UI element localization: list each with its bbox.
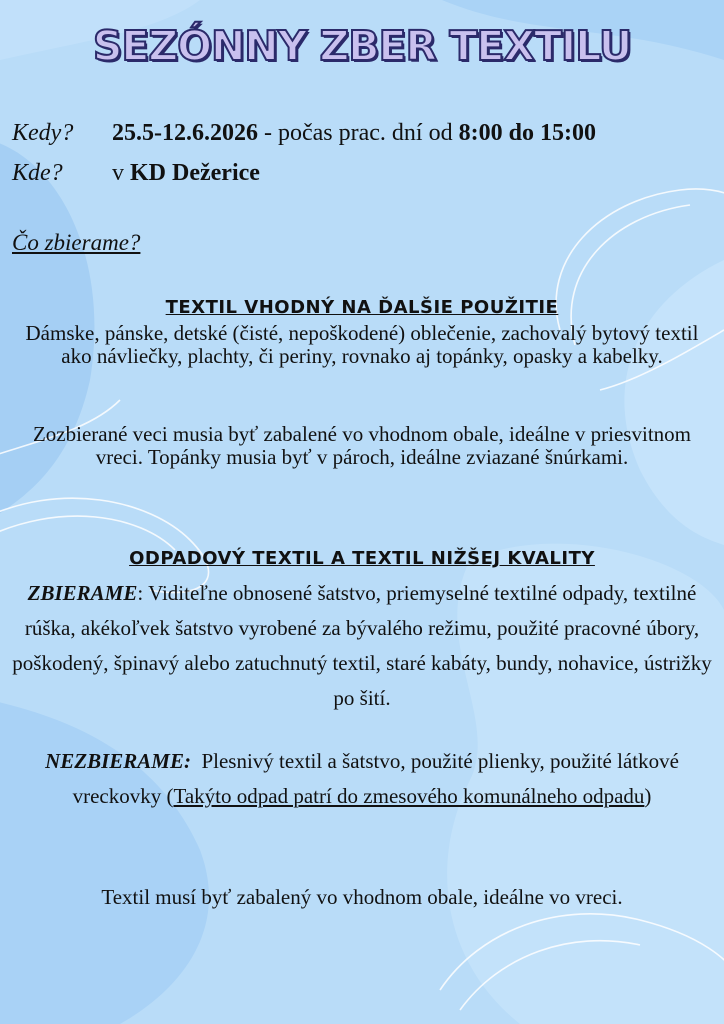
not-collect-label: NEZBIERAME: (45, 749, 191, 773)
where-label: Kde? (12, 160, 63, 186)
not-collect-text: Plesnivý textil a šatstvo, použité plienky, použité látkové vreckovky ( (72, 749, 685, 808)
where-prefix: v (112, 160, 130, 186)
footer-note: Textil musí byť zabalený vo vhodnom obale, ideálne vo vreci. (101, 885, 623, 909)
section1-text: Dámske, pánske, detské (čisté, nepoškodené) oblečenie, zachovalý bytový textil ako návliečky, plachty, či periny, rovnako aj topánky, opasky a kabelky. (25, 321, 699, 368)
section2-heading: ODPADOVÝ TEXTIL A TEXTIL NIŽŠEJ KVALITY (129, 548, 595, 569)
when-row (12, 118, 596, 148)
when-dates: 25.5-12.6.2026 (112, 120, 258, 146)
when-hours: 8:00 do 15:00 (458, 120, 596, 146)
not-collect-close: ) (644, 784, 652, 808)
not-collect-note: Takýto odpad patrí do zmesového komunálneho odpadu (173, 784, 645, 808)
collect-paragraph (8, 576, 716, 716)
where-place: KD Dežerice (130, 160, 260, 186)
collect-text: : Viditeľne obnosené šatstvo, priemyselné textilné odpady, textilné rúška, akékoľvek šatstvo vyrobené za bývalého režimu, použité pracovné úbory, poškodený, špinavý alebo zatuchnutý textil, staré kabáty, bundy, nohavice, ústrižky po šití. (12, 581, 712, 710)
when-label: Kedy? (12, 120, 74, 146)
when-middle: - počas prac. dní od (258, 120, 459, 146)
section1-heading: TEXTIL VHODNÝ NA ĎALŠIE POUŽITIE (165, 297, 559, 318)
not-collect-paragraph (8, 744, 716, 814)
what-label: Čo zbierame? (12, 230, 141, 255)
page-title: SEZÓNNY ZBER TEXTILU (92, 22, 632, 70)
collect-label: ZBIERAME (27, 581, 138, 605)
where-row (12, 158, 260, 188)
section1-note: Zozbierané veci musia byť zabalené vo vhodnom obale, ideálne v priesvitnom vreci. Topánky musia byť v pároch, ideálne zviazané šnúrkami. (32, 422, 691, 469)
